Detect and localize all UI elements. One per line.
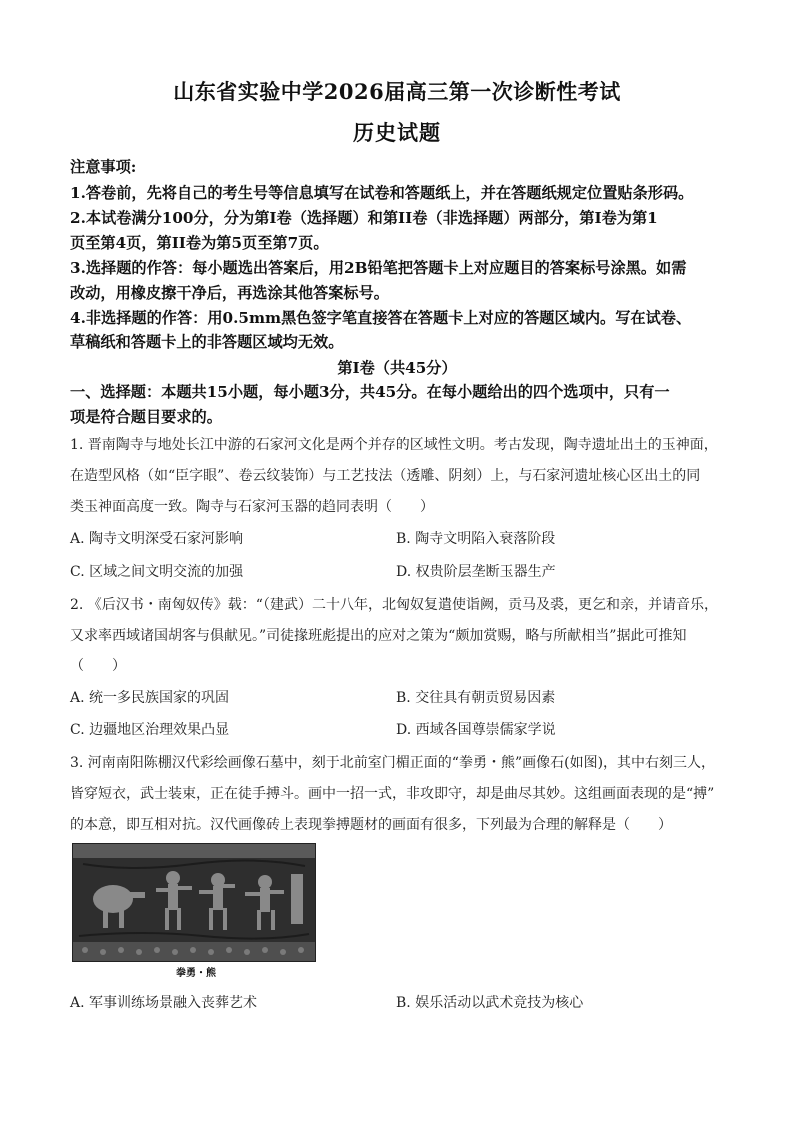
question-2-option-a: A. 统一多民族国家的巩固 [70,690,230,706]
notice-line: 3.选择题的作答：每小题选出答案后，用2B铅笔把答题卡上对应题目的答案标号涂黑。如需 [70,259,687,277]
notice-heading: 注意事项: [70,158,137,176]
notice-line: 2.本试卷满分100分，分为第I卷（选择题）和第II卷（非选择题）两部分，第I卷为第1 [70,209,658,227]
question-1-text: 在造型风格（如“臣字眼”、卷云纹装饰）与工艺技法（透雕、阴刻）上，与石家河遗址核心区出土的同 [70,468,701,484]
exam-subtitle: 历史试题 [353,120,441,145]
question-1-option-b: B. 陶寺文明陷入衰落阶段 [396,531,556,547]
question-1-option-d: D. 权贵阶层垄断玉器生产 [396,564,556,580]
question-2-option-d: D. 西域各国尊崇儒家学说 [396,722,556,738]
notice-line: 4.非选择题的作答：用0.5mm黑色签字笔直接答在答题卡上对应的答题区域内。写在试卷、 [70,309,692,327]
section-instruction: 项是符合题目要求的。 [70,408,222,426]
question-3-option-b: B. 娱乐活动以武术竞技为核心 [396,995,584,1011]
section-instruction: 一、选择题：本题共15小题，每小题3分，共45分。在每小题给出的四个选项中，只有一 [70,383,670,401]
question-2-text: 2. 《后汉书・南匈奴传》载：“（建武）二十八年，北匈奴复遣使诣阙，贡马及裘，更乞和亲，并请音乐， [70,597,718,613]
figure-caption: 拳勇・熊 [176,968,216,979]
question-1-text: 1. 晋南陶寺与地处长江中游的石家河文化是两个并存的区域性文明。考古发现，陶寺遗址出土的玉神面， [70,437,718,453]
notice-line: 草稿纸和答题卡上的非答题区域均无效。 [70,333,344,351]
relief-image [72,843,316,962]
notice-line: 改动，用橡皮擦干净后，再选涂其他答案标号。 [70,284,389,302]
question-1-text: 类玉神面高度一致。陶寺与石家河玉器的趋同表明（ ） [70,499,434,515]
question-2-option-c: C. 边疆地区治理效果凸显 [70,722,230,738]
question-3-text: 皆穿短衣，武士装束，正在徒手搏斗。画中一招一式，非攻即守，却是曲尽其妙。这组画面表现的是“搏” [70,786,715,802]
question-1-option-a: A. 陶寺文明深受石家河影响 [70,531,244,547]
exam-title: 山东省实验中学2026届高三第一次诊断性考试 [173,79,621,104]
notice-line: 1.答卷前，先将自己的考生号等信息填写在试卷和答题纸上，并在答题纸规定位置贴条形码。 [70,184,694,202]
question-3-text: 3. 河南南阳陈棚汉代彩绘画像石墓中，刻于北前室门楣正面的“拳勇・熊”画像石(如图)，其中右刻三人， [70,755,716,771]
question-3-option-a: A. 军事训练场景融入丧葬艺术 [70,995,258,1011]
question-1-option-c: C. 区域之间文明交流的加强 [70,564,244,580]
question-2-option-b: B. 交往具有朝贡贸易因素 [396,690,556,706]
question-2-text: （ ） [70,658,126,674]
question-2-text: 又求率西域诸国胡客与俱献见。”司徒掾班彪提出的应对之策为“颇加赏赐，略与所献相当”据此可推知 [70,628,687,644]
question-3-text: 的本意，即互相对抗。汉代画像砖上表现拳搏题材的画面有很多，下列最为合理的解释是（ ） [70,817,672,833]
notice-line: 页至第4页，第II卷为第5页至第7页。 [70,234,329,252]
section-title: 第I卷（共45分） [337,359,457,377]
